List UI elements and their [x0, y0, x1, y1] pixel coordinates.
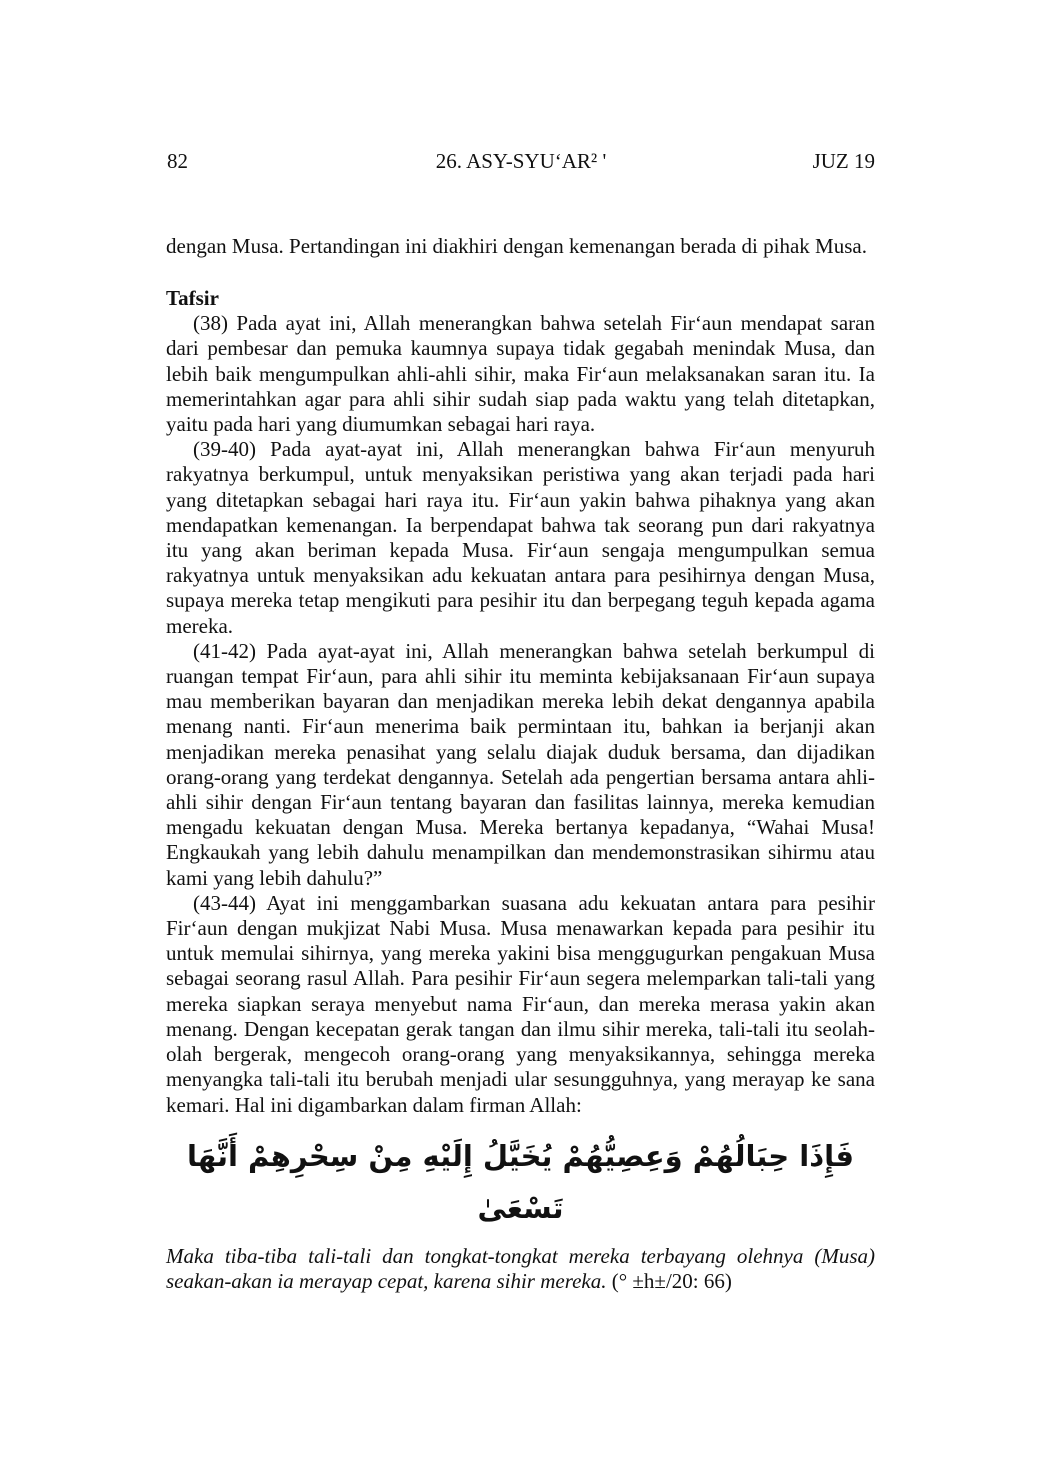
- juz-label: JUZ 19: [812, 149, 875, 173]
- page-body: [166, 234, 875, 1294]
- paragraph-41-42: (41-42) Pada ayat-ayat ini, Allah menerangkan bahwa setelah berkumpul di ruangan tempat Fir‘aun, para ahli sihir itu meminta kebijaksanaan Fir‘aun supaya mau memberikan bayaran dan menjadikan mereka lebih dekat dengannya apabila menang nanti. Fir‘aun menerima baik permintaan itu, bahkan ia berjanji akan menjadikan mereka penasihat yang selalu diajak duduk bersama, dan dijadikan orang-orang yang terdekat dengannya. Setelah ada pengertian bersama antara ahli-ahli sihir dengan Fir‘aun tentang bayaran dan fasilitas lainnya, mereka kemudian mengadu kekuatan dengan Musa. Mereka bertanya kepadanya, “Wahai Musa! Engkaukah yang lebih dahulu menampilkan dan mendemonstrasikan sihirmu atau kami yang lebih dahulu?”: [166, 638, 875, 890]
- paragraph-39-40: (39-40) Pada ayat-ayat ini, Allah menerangkan bahwa Fir‘aun menyuruh rakyatnya berkumpul, untuk menyaksikan peristiwa yang akan terjadi pada hari yang ditetapkan sebagai hari raya itu. Fir‘aun yakin bahwa pihaknya yang akan mendapatkan kemenangan. Ia berpendapat bahwa tak seorang pun dari rakyatnya itu yang akan beriman kepada Musa. Fir‘aun sengaja mengumpulkan semua rakyatnya untuk menyaksikan adu kekuatan antara para pesihirnya dengan Musa, supaya mereka tetap mengikuti para pesihir itu dan berpegang teguh kepada agama mereka.: [166, 437, 875, 638]
- page-number: 82: [167, 149, 188, 173]
- verse-translation: [166, 1244, 875, 1294]
- paragraph-38: (38) Pada ayat ini, Allah menerangkan bahwa setelah Fir‘aun mendapat saran dari pembesar dan pemuka kaumnya supaya tidak gegabah menindak Musa, dan lebih baik mengumpulkan ahli-ahli sihir, maka Fir‘aun melaksanakan saran itu. Ia memerintahkan agar para ahli sihir sudah siap pada waktu yang telah ditetapkan, yaitu pada hari yang diumumkan sebagai hari raya.: [166, 311, 875, 437]
- paragraph-43-44: (43-44) Ayat ini menggambarkan suasana adu kekuatan antara para pesihir Fir‘aun dengan mukjizat Nabi Musa. Musa menawarkan kepada para pesihir itu untuk memulai sihirnya, yang mereka yakini bisa menggugurkan pengakuan Musa sebagai seorang rasul Allah. Para pesihir Fir‘aun segera melemparkan tali-tali yang mereka siapkan seraya menyebut nama Fir‘aun, dan mereka merasa yakin akan menang. Dengan kecepatan gerak tangan dan ilmu sihir mereka, tali-tali itu seolah-olah bergerak, mengecoh orang-orang yang menyaksikannya, sehingga mereka menyangka tali-tali itu berubah menjadi ular sesungguhnya, yang merayap ke sana kemari. Hal ini digambarkan dalam firman Allah:: [166, 890, 875, 1117]
- arabic-verse: فَإِذَا حِبَالُهُمْ وَعِصِيُّهُمْ يُخَيَّلُ إِلَيْهِ مِنْ سِحْرِهِمْ أَنَّهَا تَسْعَىٰ: [187, 1138, 854, 1225]
- section-heading: Tafsir: [166, 286, 219, 311]
- translation-reference: (° ±h±/20: 66): [611, 1268, 732, 1293]
- page-header: [167, 147, 875, 175]
- intro-paragraph: dengan Musa. Pertandingan ini diakhiri dengan kemenangan berada di pihak Musa.: [166, 234, 867, 258]
- surah-title: 26. ASY-SYU‘AR² ': [435, 149, 607, 173]
- translation-text: Maka tiba-tiba tali-tali dan tongkat-tongkat mereka terbayang olehnya (Musa) seakan-akan ia merayap cepat, karena sihir mereka.: [166, 1243, 875, 1293]
